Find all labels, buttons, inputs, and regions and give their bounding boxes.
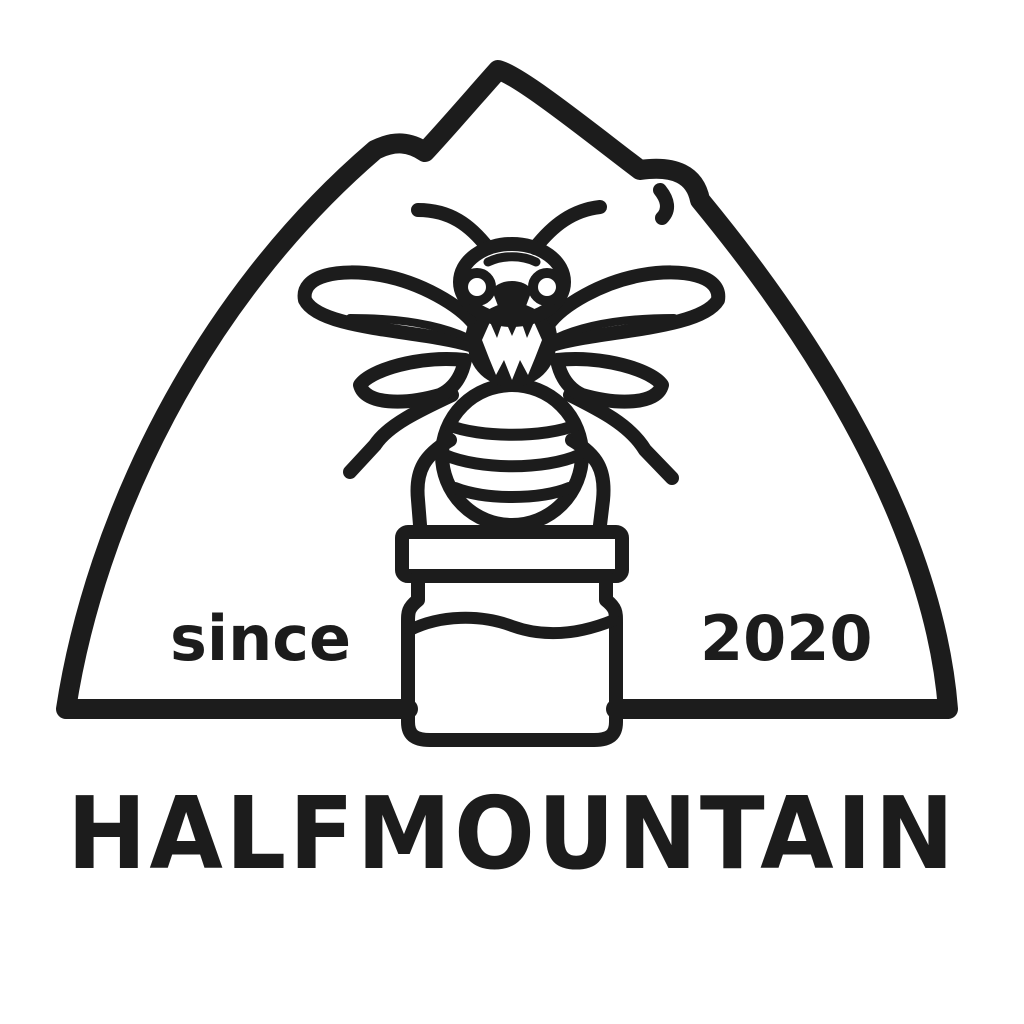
bee-eye-right	[533, 273, 561, 301]
honey-jar-icon	[402, 532, 622, 740]
bee-crown-line	[488, 257, 536, 262]
brand-name: HALFMOUNTAIN	[67, 775, 957, 892]
bee-stripe-3	[455, 488, 569, 497]
bee-antenna-left	[418, 210, 488, 248]
since-label: since	[170, 602, 352, 675]
year-label: 2020	[700, 602, 873, 675]
bee-stripe-1	[448, 425, 576, 435]
bee-wing-left-lower	[360, 359, 465, 402]
jar-honey-line	[410, 618, 614, 633]
bee-antenna-right	[535, 207, 600, 248]
jar-body	[408, 576, 616, 740]
bee-wing-right-lower	[557, 359, 662, 402]
bee-stripe-2	[445, 455, 579, 466]
mountain-crag-mark	[660, 190, 667, 218]
bee-eye-left	[463, 273, 491, 301]
bee-face-mark	[492, 281, 532, 306]
bee-icon	[305, 207, 719, 525]
